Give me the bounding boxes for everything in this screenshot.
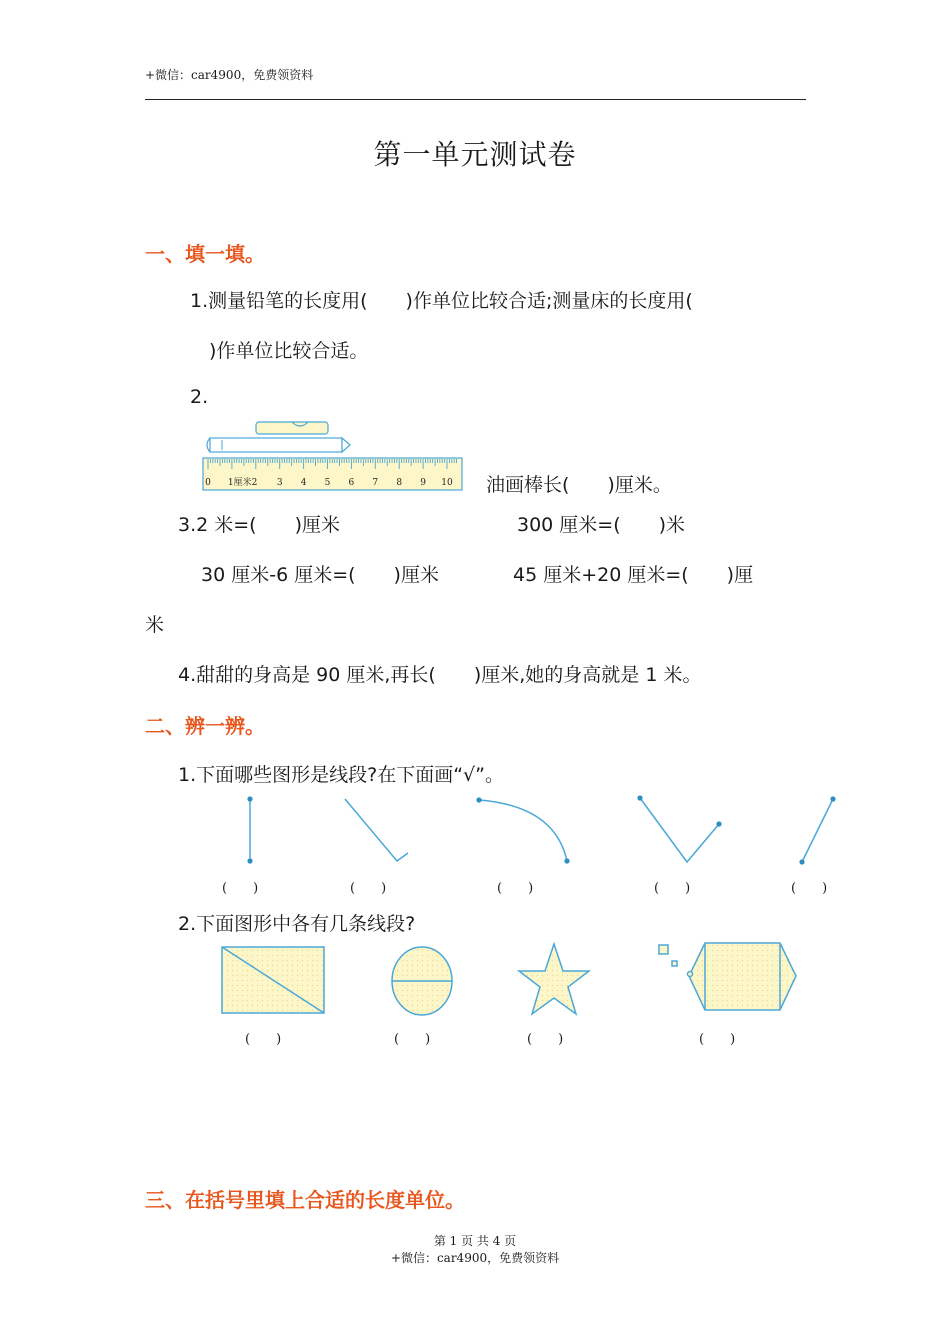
- ruler-label: 5: [324, 478, 331, 488]
- header-rule: [145, 99, 806, 100]
- q1-line1: 1.测量铅笔的长度用( )作单位比较合适;测量床的长度用(: [190, 290, 693, 312]
- q4: 4.甜甜的身高是 90 厘米,再长( )厘米,她的身高就是 1 米。: [178, 664, 702, 686]
- s2-q1-paren-3: ( ): [497, 881, 534, 896]
- ruler-label: 8: [396, 478, 403, 488]
- s2-q2-paren-1: ( ): [245, 1032, 282, 1047]
- s2-q1-paren-5: ( ): [791, 881, 828, 896]
- ruler-label: 10: [441, 478, 453, 488]
- q1-line2: )作单位比较合适。: [209, 340, 369, 362]
- ruler-figure: [200, 418, 466, 494]
- shape-star: [519, 944, 589, 1014]
- line-figures: [200, 790, 880, 870]
- page-title: 第一单元测试卷: [373, 138, 577, 171]
- q3-d: 45 厘米+20 厘米=( )厘: [513, 564, 754, 586]
- header-text: +微信：car4900，免费领资料: [145, 68, 314, 82]
- section3-heading: 三、在括号里填上合适的长度单位。: [145, 1188, 465, 1212]
- s2-q2: 2.下面图形中各有几条线段?: [178, 913, 416, 935]
- q3-c: 30 厘米-6 厘米=( )厘米: [201, 564, 439, 586]
- s2-q1: 1.下面哪些图形是线段?在下面画“√”。: [178, 764, 505, 786]
- ruler-label: 3: [276, 478, 283, 488]
- s2-q2-paren-4: ( ): [699, 1032, 736, 1047]
- q3-a: 3.2 米=( )厘米: [178, 514, 341, 536]
- q3-b: 300 厘米=( )米: [517, 514, 686, 536]
- ruler-label: 4: [300, 478, 307, 488]
- figure-angle: [640, 798, 719, 862]
- figure-bent-ray: [345, 799, 408, 861]
- shape-figures: [200, 938, 820, 1020]
- q2-text: 油画棒长( )厘米。: [486, 474, 672, 496]
- section2-heading: 二、辨一辨。: [145, 714, 265, 738]
- s2-q1-paren-4: ( ): [654, 881, 691, 896]
- ruler-label: 0: [205, 478, 211, 488]
- figure-arc: [479, 800, 567, 861]
- crayon-body: [210, 438, 342, 452]
- ruler-label: 1厘米2: [227, 478, 258, 488]
- s2-q2-paren-2: ( ): [394, 1032, 431, 1047]
- footer-wechat: +微信：car4900，免费领资料: [390, 1251, 560, 1265]
- figure-segment-slanted: [802, 799, 833, 862]
- section1-heading: 一、填一填。: [145, 242, 265, 266]
- footer-page-number: 第 1 页 共 4 页: [433, 1234, 517, 1248]
- s2-q1-paren-1: ( ): [222, 881, 259, 896]
- ruler-label: 9: [420, 478, 426, 488]
- q2-number: 2.: [190, 386, 209, 408]
- s2-q1-paren-2: ( ): [350, 881, 387, 896]
- ruler-label: 6: [348, 478, 355, 488]
- s2-q2-paren-3: ( ): [527, 1032, 564, 1047]
- q3-d-wrap: 米: [145, 614, 165, 636]
- ruler-label: 7: [372, 478, 379, 488]
- crayon-cap: [256, 422, 328, 434]
